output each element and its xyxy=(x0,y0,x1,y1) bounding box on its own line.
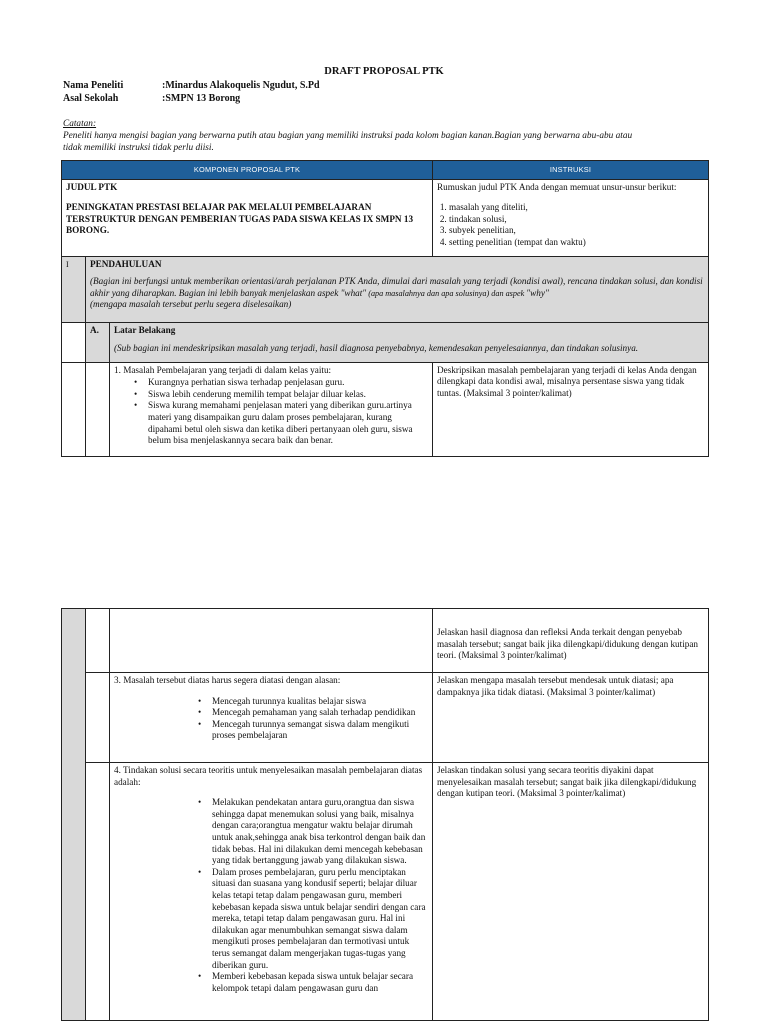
section-desc-what: "what" xyxy=(340,287,367,298)
item1-instruction: Deskripsikan masalah pembelajaran yang terjadi di kelas Anda dengan dilengkapi data kondisi awal, misalnya persentase siswa yang tidak tuntas. (Maksimal 3 pointer/kalimat) xyxy=(433,362,709,456)
section-desc-part-1: (Bagian ini berfungsi untuk memberikan orientasi/arah perjalanan PTK Anda, dimulai dari masalah yang terjadi (kondisi awal), rencana tindakan solusi, dan kondisi akhir yang diharapkan. Bagian ini lebih banyak menjelaskan aspek xyxy=(90,276,703,298)
judul-label: JUDUL PTK xyxy=(66,181,118,192)
section-desc-small: (apa masalahnya dan apa solusinya) dan aspek xyxy=(366,288,527,298)
judul-instruction-intro: Rumuskan judul PTK Anda dengan memuat unsur-unsur berikut: xyxy=(437,181,677,192)
item4-bullet: • Melakukan pendekatan antara guru,orangtua dan siswa sehingga dapat menemukan solusi yang baik, misalnya dengan cara;orangtua mengatur waktu belajar dirumah untuk anak,sehingga anak bisa terkontrol dengan baik dan tidak bebas. Hal ini dilakukan demi mencegah kebebasan yang tidak bertanggung jawab yang dilakukan siswa. xyxy=(212,797,428,867)
header-komponen: KOMPONEN PROPOSAL PTK xyxy=(62,161,433,180)
document-title: DRAFT PROPOSAL PTK xyxy=(324,66,444,77)
subsection-number: A. xyxy=(86,322,110,362)
subsection-cell xyxy=(110,322,709,362)
note-line-2: tidak memiliki instruksi tidak perlu diisi. xyxy=(63,143,214,153)
spacer-cell xyxy=(86,362,110,456)
note-block xyxy=(63,118,713,154)
header-instruksi: INSTRUKSI xyxy=(433,161,709,180)
note-line-1: Peneliti hanya mengisi bagian yang berwarna putih atau bagian yang memiliki instruksi pada kolom bagian kanan.Bagian yang berwarna abu-abu atau xyxy=(63,131,633,141)
researcher-label: Nama Peneliti xyxy=(63,80,124,91)
item2-instruction: Jelaskan hasil diagnosa dan refleksi Anda terkait dengan penyebab masalah tersebut; sangat baik jika dilengkapi/didukung dengan kutipan teori. (Maksimal 3 pointer/kalimat) xyxy=(433,609,709,673)
item3-bullet: • Mencegah turunnya kualitas belajar siswa xyxy=(212,696,428,708)
judul-cell xyxy=(62,179,433,256)
item1-row xyxy=(62,362,709,456)
judul-instruction-cell xyxy=(433,179,709,256)
item1-cell xyxy=(110,362,433,456)
proposal-table-2 xyxy=(61,608,709,1021)
judul-instruction-item: 4. setting penelitian (tempat dan waktu) xyxy=(449,237,704,249)
section-title: PENDAHULUAN xyxy=(90,258,162,269)
item4-row xyxy=(62,763,709,1021)
section-number: I xyxy=(62,256,86,322)
spacer-cell xyxy=(86,609,110,673)
item1-intro: 1. Masalah Pembelajaran yang terjadi di dalam kelas yaitu: xyxy=(114,364,332,375)
item3-bullet: • Mencegah turunnya semangat siswa dalam mengikuti proses pembelajaran xyxy=(212,719,428,742)
note-heading: Catatan: xyxy=(63,119,97,129)
item3-instruction: Jelaskan mengapa masalah tersebut mendesak untuk diatasi; apa dampaknya jika tidak diatasi. (Maksimal 3 pointer/kalimat) xyxy=(433,673,709,763)
item4-intro: 4. Tindakan solusi secara teoritis untuk menyelesaikan masalah pembelajaran diatas adalah: xyxy=(114,765,423,787)
judul-instruction-item: 3. subyek penelitian, xyxy=(449,225,704,237)
researcher-value: :Minardus Alakoquelis Ngudut, S.Pd xyxy=(162,80,320,91)
item3-intro: 3. Masalah tersebut diatas harus segera diatasi dengan alasan: xyxy=(114,675,341,685)
spacer-cell xyxy=(62,322,86,362)
section-desc-part-2: (mengapa masalah tersebut perlu segera diselesaikan) xyxy=(90,299,292,310)
item4-instruction: Jelaskan tindakan solusi yang secara teoritis diyakini dapat menyelesaikan masalah tersebut; sangat baik jika dilengkapi/didukung dengan kutipan teori. (Maksimal 3 pointer/kalimat) xyxy=(433,763,709,1021)
section-description xyxy=(90,276,704,311)
judul-instruction-item: 1. masalah yang diteliti, xyxy=(449,202,704,214)
item1-bullet: • Siswa kurang memahami penjelasan materi yang diberikan guru.artinya materi yang disampaikan guru dalam proses pembelajaran, kurang dipahami betul oleh siswa dan ketika diberi pertanyaan oleh guru, siswa belum bisa menjelaskannya secara baik dan benar. xyxy=(148,400,428,446)
subsection-description: (Sub bagian ini mendeskripsikan masalah yang terjadi, hasil diagnosa penyebabnya, kemendesakan penyelesaiannya, dan tindakan solusinya. xyxy=(114,343,639,354)
item1-bullet: • Siswa lebih cenderung memilih tempat belajar diluar kelas. xyxy=(148,389,428,401)
section-pendahuluan-cell xyxy=(86,256,709,322)
spacer-cell xyxy=(86,763,110,1021)
item2-row xyxy=(62,609,709,673)
school-value: :SMPN 13 Borong xyxy=(162,93,241,104)
section-desc-why: "why" xyxy=(526,287,549,298)
proposal-table-1 xyxy=(61,160,709,457)
item4-bullet: • Dalam proses pembelajaran, guru perlu menciptakan situasi dan suasana yang kondusif seperti; belajar diluar kelas tetapi tetap dalam pengawasan guru, memberi kebebasan kepada siswa untuk belajar sendiri dengan cara mereka, tetapi tetap dalam pengawasan guru. Hal ini dilakukan agar menumbuhkan semangat siswa dalam mengikuti proses pembelajaran dan termotivasi untuk terus semangat dalam mengerjakan tugas-tugas yang diberikan guru. xyxy=(212,867,428,971)
gray-side-cell xyxy=(62,609,86,1021)
item3-bullet: • Mencegah pemahaman yang salah terhadap pendidikan xyxy=(212,707,428,719)
item2-cell xyxy=(110,609,433,673)
judul-row xyxy=(62,179,709,256)
section-pendahuluan-row xyxy=(62,256,709,322)
item3-row xyxy=(62,673,709,763)
item4-cell xyxy=(110,763,433,1021)
spacer-cell xyxy=(86,673,110,763)
table-header-row xyxy=(62,161,709,180)
judul-instruction-item: 2. tindakan solusi, xyxy=(449,214,704,226)
school-label: Asal Sekolah xyxy=(63,93,119,104)
subsection-title: Latar Belakang xyxy=(114,324,176,335)
subsection-row xyxy=(62,322,709,362)
judul-text: PENINGKATAN PRESTASI BELAJAR PAK MELALUI PEMBELAJARAN TERSTRUKTUR DENGAN PEMBERIAN TUGAS PADA SISWA KELAS IX SMPN 13 BORONG. xyxy=(66,202,414,236)
item1-bullet: • Kurangnya perhatian siswa terhadap penjelasan guru. xyxy=(148,377,428,389)
item3-cell xyxy=(110,673,433,763)
spacer-cell xyxy=(62,362,86,456)
item4-bullet: • Memberi kebebasan kepada siswa untuk belajar secara kelompok tetapi dalam pengawasan guru dan xyxy=(212,971,428,994)
